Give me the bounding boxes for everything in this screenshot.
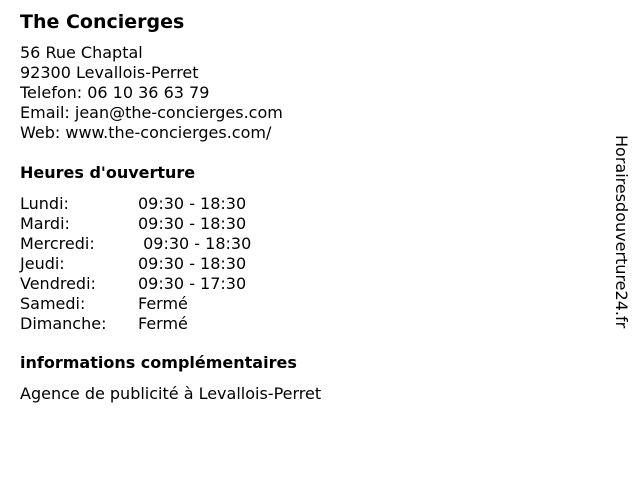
hours-row-thursday xyxy=(20,254,251,274)
hours-row-wednesday xyxy=(20,234,251,254)
day-label: Dimanche: xyxy=(20,314,107,333)
day-hours: Fermé xyxy=(138,314,188,333)
day-label: Vendredi: xyxy=(20,274,96,293)
day-hours: 09:30 - 18:30 xyxy=(138,254,247,273)
street-address: 56 Rue Chaptal xyxy=(20,43,143,62)
info-heading: informations complémentaires xyxy=(20,353,297,372)
city-address: 92300 Levallois-Perret xyxy=(20,63,199,82)
hours-row-tuesday xyxy=(20,214,251,234)
hours-row-sunday xyxy=(20,314,251,334)
info-text: Agence de publicité à Levallois-Perret xyxy=(20,384,322,403)
day-label: Lundi: xyxy=(20,194,69,213)
day-hours: 09:30 - 18:30 xyxy=(138,194,247,213)
email-address: Email: jean@the-concierges.com xyxy=(20,103,283,122)
day-label: Mercredi: xyxy=(20,234,95,253)
day-hours: 09:30 - 17:30 xyxy=(138,274,247,293)
day-label: Samedi: xyxy=(20,294,86,313)
hours-row-monday xyxy=(20,194,251,214)
hours-heading: Heures d'ouverture xyxy=(20,163,196,182)
day-hours: 09:30 - 18:30 xyxy=(138,214,247,233)
day-hours: 09:30 - 18:30 xyxy=(138,234,252,253)
hours-row-saturday xyxy=(20,294,251,314)
site-watermark: Horairesdouverture24.fr xyxy=(612,135,631,329)
address-block xyxy=(20,43,283,143)
business-name: The Concierges xyxy=(20,11,185,33)
phone-number: Telefon: 06 10 36 63 79 xyxy=(20,83,210,102)
day-hours: Fermé xyxy=(138,294,188,313)
hours-table xyxy=(20,194,251,334)
hours-row-friday xyxy=(20,274,251,294)
day-label: Mardi: xyxy=(20,214,70,233)
day-label: Jeudi: xyxy=(20,254,65,273)
website: Web: www.the-concierges.com/ xyxy=(20,123,272,142)
